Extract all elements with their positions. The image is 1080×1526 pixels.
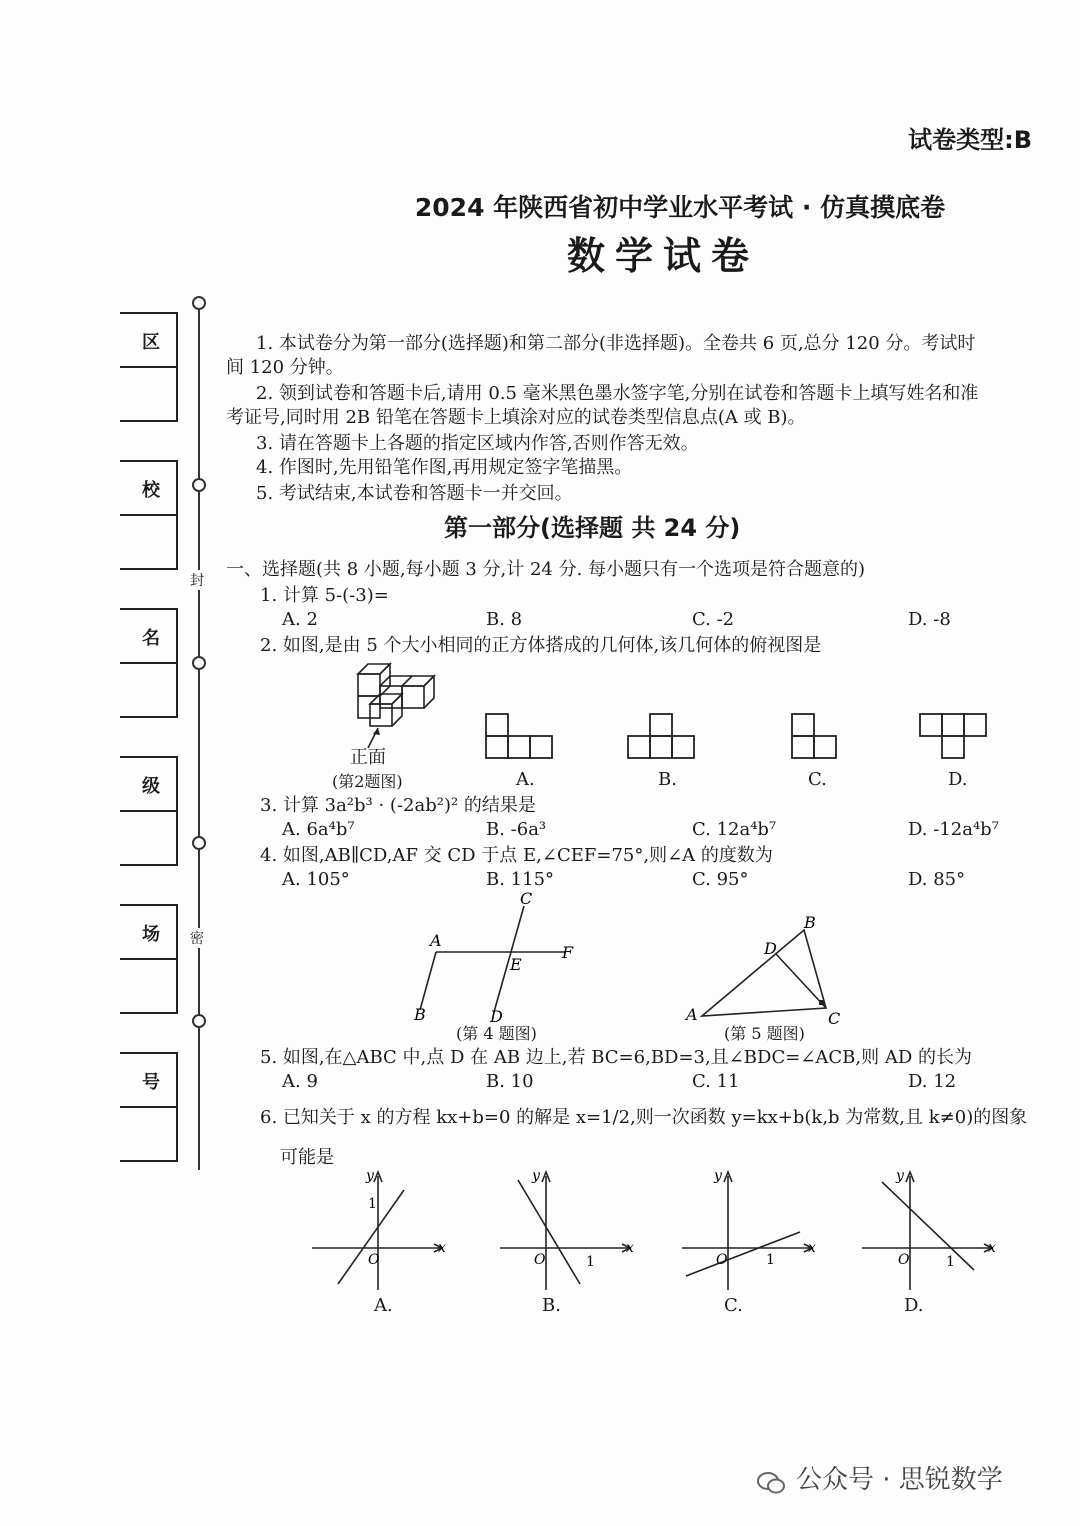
option: A. 9 bbox=[282, 1071, 318, 1092]
svg-text:1: 1 bbox=[946, 1254, 955, 1270]
q2-caption: (第2题图) bbox=[332, 772, 403, 791]
option: C. 11 bbox=[692, 1071, 740, 1092]
option: A. bbox=[516, 769, 535, 790]
option: B. 8 bbox=[486, 609, 523, 630]
side-label: 名 bbox=[142, 628, 160, 649]
wechat-icon bbox=[756, 1470, 786, 1496]
svg-text:O: O bbox=[716, 1252, 728, 1268]
note-line: 考证号,同时用 2B 铅笔在答题卡上填涂对应的试卷类型信息点(A 或 B)。 bbox=[226, 407, 806, 428]
point-label: B bbox=[414, 1005, 426, 1024]
question-2-stem: 2. 如图,是由 5 个大小相同的正方体搭成的几何体,该几何体的俯视图是 bbox=[260, 635, 822, 656]
side-box-class bbox=[120, 756, 178, 866]
option: C. bbox=[724, 1295, 743, 1316]
side-box-number bbox=[120, 1052, 178, 1162]
point-label: A bbox=[686, 1005, 698, 1024]
q2-option-a-view bbox=[484, 712, 554, 762]
point-label: B bbox=[804, 913, 816, 932]
option: A. 2 bbox=[282, 609, 318, 630]
question-1-stem: 1. 计算 5-(-3)= bbox=[260, 585, 389, 606]
side-box-room bbox=[120, 904, 178, 1014]
side-label: 号 bbox=[142, 1072, 160, 1093]
q2-option-c-view bbox=[790, 712, 840, 762]
note-line: 1. 本试卷分为第一部分(选择题)和第二部分(非选择题)。全卷共 6 页,总分 120 分。考试时 bbox=[256, 333, 976, 354]
front-label: 正面 bbox=[350, 747, 386, 768]
q6-graph-a bbox=[306, 1166, 456, 1296]
svg-text:O: O bbox=[368, 1252, 380, 1268]
option: C. -2 bbox=[692, 609, 735, 630]
option: C. bbox=[808, 769, 827, 790]
question-4-stem: 4. 如图,AB∥CD,AF 交 CD 于点 E,∠CEF=75°,则∠A 的度数为 bbox=[260, 845, 773, 866]
seal-mark: 封 bbox=[190, 570, 204, 590]
subject-title: 数学试卷 bbox=[566, 234, 759, 278]
point-label: D bbox=[490, 1007, 503, 1026]
binding-hole bbox=[192, 296, 206, 310]
binding-hole bbox=[192, 656, 206, 670]
q4-caption: (第 4 题图) bbox=[456, 1024, 537, 1043]
option: D. -12a⁴b⁷ bbox=[908, 819, 999, 840]
question-3-stem: 3. 计算 3a²b³ · (-2ab²)² 的结果是 bbox=[260, 795, 536, 816]
note-line: 4. 作图时,先用铅笔作图,再用规定签字笔描黑。 bbox=[256, 457, 633, 478]
option: B. 10 bbox=[486, 1071, 534, 1092]
exam-type: 试卷类型:B bbox=[908, 126, 1032, 154]
option: C. 12a⁴b⁷ bbox=[692, 819, 777, 840]
side-box-name bbox=[120, 608, 178, 718]
option: D. bbox=[948, 769, 968, 790]
binding-hole bbox=[192, 1014, 206, 1028]
note-line: 2. 领到试卷和答题卡后,请用 0.5 毫米黑色墨水签字笔,分别在试卷和答题卡上填写姓名和准 bbox=[256, 383, 979, 404]
binding-hole bbox=[192, 836, 206, 850]
option: D. -8 bbox=[908, 609, 951, 630]
question-6-stem-cont: 可能是 bbox=[280, 1147, 334, 1168]
question-6-stem: 6. 已知关于 x 的方程 kx+b=0 的解是 x=1/2,则一次函数 y=kx+b(k,b 为常数,且 k≠0)的图象 bbox=[260, 1107, 1028, 1128]
option: B. -6a³ bbox=[486, 819, 547, 840]
svg-text:1: 1 bbox=[766, 1252, 775, 1268]
question-5-stem: 5. 如图,在△ABC 中,点 D 在 AB 边上,若 BC=6,BD=3,且∠BDC=∠ACB,则 AD 的长为 bbox=[260, 1047, 973, 1068]
svg-text:y: y bbox=[532, 1168, 540, 1184]
binding-hole bbox=[192, 478, 206, 492]
q5-caption: (第 5 题图) bbox=[724, 1024, 805, 1043]
svg-text:O: O bbox=[534, 1252, 546, 1268]
seal-mark: 密 bbox=[190, 928, 204, 948]
exam-title: 2024 年陕西省初中学业水平考试 · 仿真摸底卷 bbox=[414, 193, 946, 222]
option: C. 95° bbox=[692, 869, 749, 890]
option: A. 105° bbox=[282, 869, 350, 890]
watermark-text: 公众号 · 思锐数学 bbox=[796, 1465, 1003, 1495]
note-line: 3. 请在答题卡上各题的指定区域内作答,否则作答无效。 bbox=[256, 433, 699, 454]
section-title: 一、选择题(共 8 小题,每小题 3 分,计 24 分. 每小题只有一个选项是符合题意的) bbox=[226, 559, 866, 580]
option: B. bbox=[542, 1295, 561, 1316]
q2-option-d-view bbox=[918, 712, 988, 762]
point-label: E bbox=[510, 955, 522, 974]
point-label: F bbox=[562, 943, 574, 962]
q6-graph-c bbox=[676, 1166, 826, 1296]
part-title: 第一部分(选择题 共 24 分) bbox=[444, 514, 741, 542]
binding-line bbox=[198, 300, 200, 1170]
note-line: 5. 考试结束,本试卷和答题卡一并交回。 bbox=[256, 483, 573, 504]
svg-text:1: 1 bbox=[586, 1254, 595, 1270]
svg-text:x: x bbox=[988, 1240, 996, 1256]
point-label: C bbox=[828, 1009, 841, 1028]
svg-text:x: x bbox=[808, 1240, 816, 1256]
svg-text:x: x bbox=[438, 1240, 446, 1256]
q5-figure bbox=[680, 912, 850, 1028]
option: D. 85° bbox=[908, 869, 966, 890]
point-label: C bbox=[520, 890, 533, 908]
side-box-district bbox=[120, 312, 178, 422]
side-label: 级 bbox=[142, 776, 160, 797]
svg-text:x: x bbox=[626, 1240, 634, 1256]
side-label: 场 bbox=[142, 924, 160, 945]
option: A. bbox=[374, 1295, 393, 1316]
svg-text:y: y bbox=[896, 1168, 904, 1184]
svg-text:O: O bbox=[898, 1252, 910, 1268]
option: B. bbox=[658, 769, 677, 790]
note-line: 间 120 分钟。 bbox=[226, 357, 344, 378]
point-label: D bbox=[764, 939, 777, 958]
option: D. bbox=[904, 1295, 924, 1316]
svg-text:1: 1 bbox=[368, 1196, 377, 1212]
option: B. 115° bbox=[486, 869, 555, 890]
svg-text:y: y bbox=[714, 1168, 722, 1184]
side-label: 区 bbox=[142, 332, 160, 353]
side-box-school bbox=[120, 460, 178, 570]
svg-text:y: y bbox=[366, 1168, 374, 1184]
q2-option-b-view bbox=[626, 712, 696, 762]
q6-graph-b bbox=[494, 1166, 644, 1296]
option: A. 6a⁴b⁷ bbox=[282, 819, 355, 840]
q2-solid-figure bbox=[340, 656, 450, 760]
q6-graph-d bbox=[856, 1166, 1006, 1296]
side-label: 校 bbox=[142, 480, 160, 501]
option: D. 12 bbox=[908, 1071, 957, 1092]
point-label: A bbox=[430, 931, 442, 950]
q4-figure bbox=[406, 890, 586, 1030]
